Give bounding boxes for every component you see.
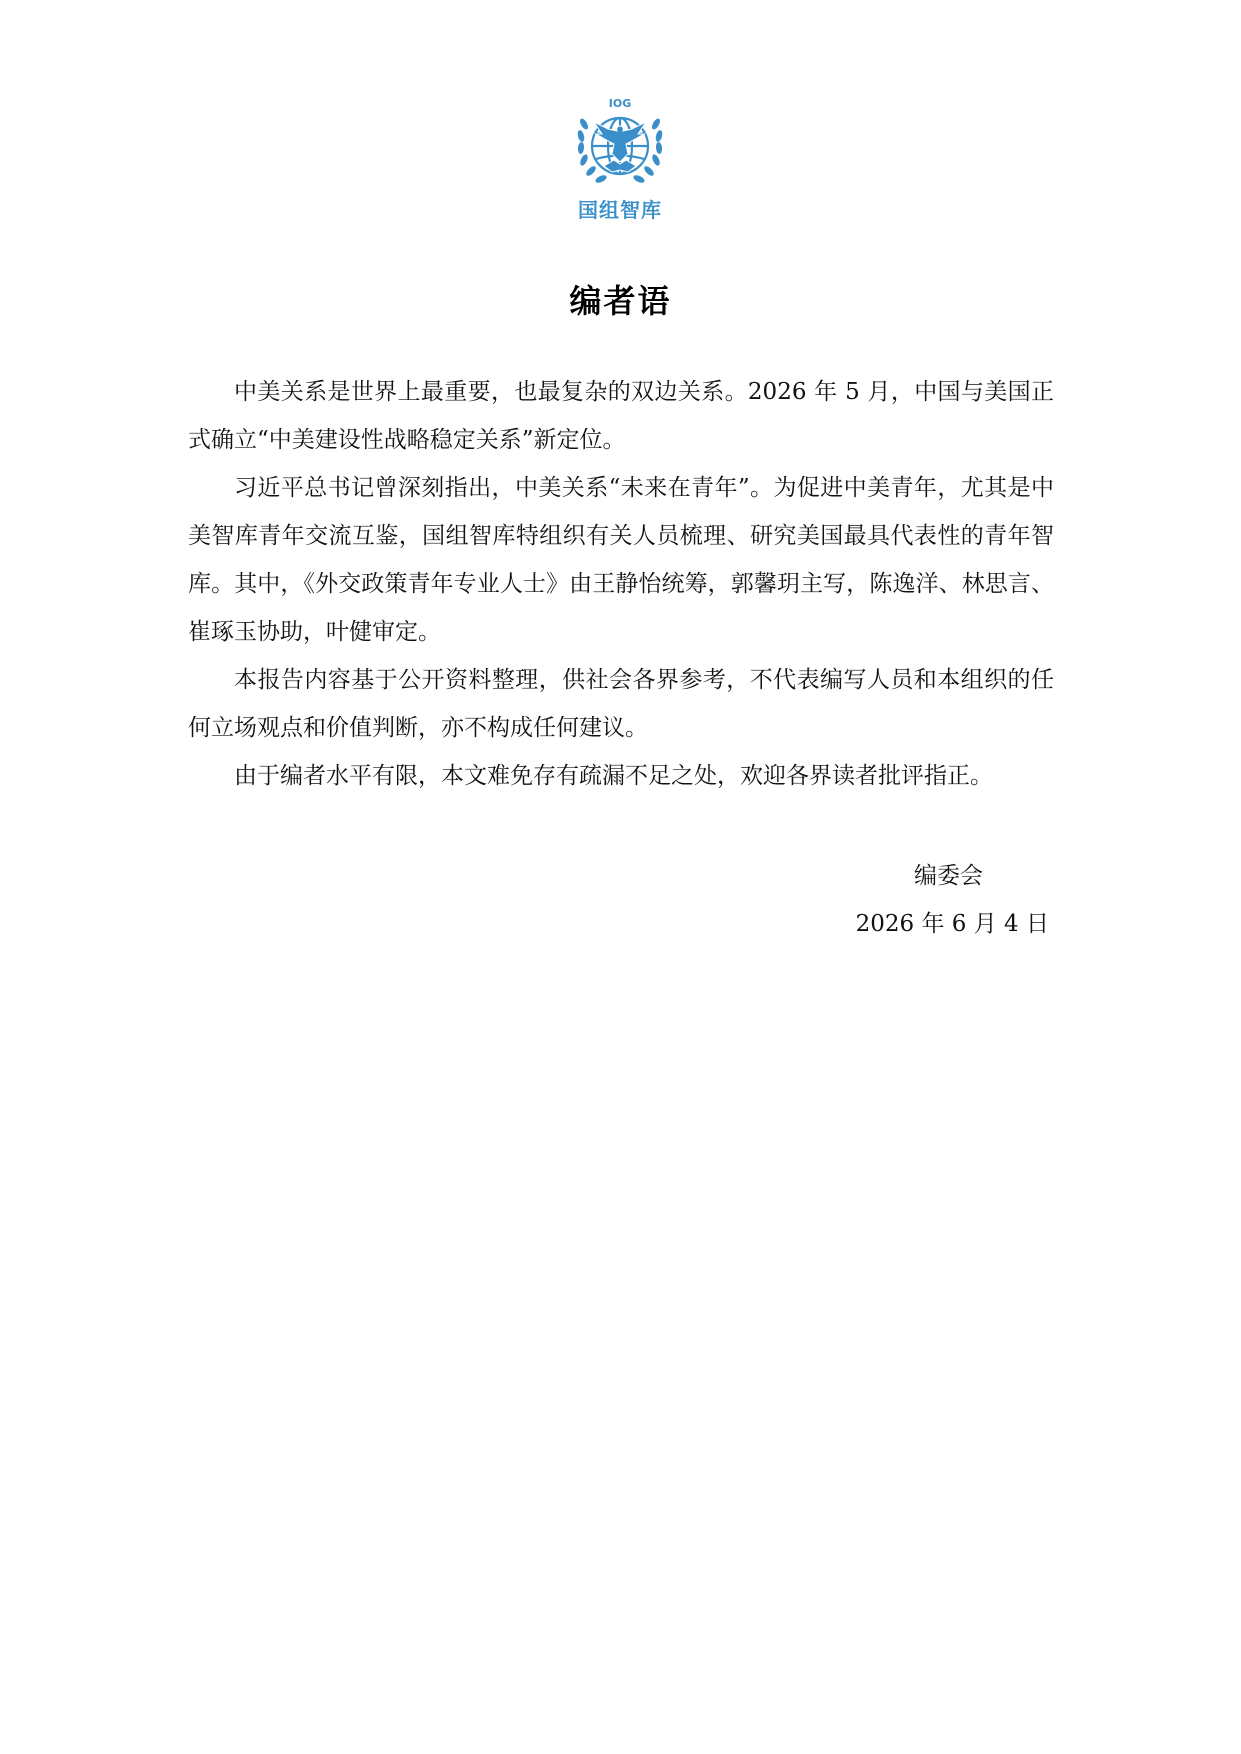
logo-name: 国组智库 xyxy=(578,198,662,222)
paragraph: 由于编者水平有限，本文难免存有疏漏不足之处，欢迎各界读者批评指正。 xyxy=(234,763,993,789)
logo xyxy=(555,96,685,223)
signature-date: 2026 年 6 月 4 日 xyxy=(855,911,1049,937)
signature-org: 编委会 xyxy=(914,863,983,889)
paragraph: 中美关系是世界上最重要，也最复杂的双边关系。2026 年 5 月，中国与美国正式确立“中美建设性战略稳定关系”新定位。 xyxy=(188,379,1054,453)
paragraph: 习近平总书记曾深刻指出，中美关系“未来在青年”。为促进中美青年，尤其是中美智库青年交流互鉴，国组智库特组织有关人员梳理、研究美国最具代表性的青年智库。其中，《外交政策青年专业人士》由王静怡统筹，郭馨玥主写，陈逸洋、林思言、崔琢玉协助，叶健审定。 xyxy=(188,475,1054,645)
iog-emblem-icon xyxy=(572,96,668,192)
body-text xyxy=(188,368,1054,800)
page-title: 编者语 xyxy=(569,282,672,320)
signature xyxy=(856,852,1049,948)
paragraph: 本报告内容基于公开资料整理，供社会各界参考，不代表编写人员和本组织的任何立场观点和价值判断，亦不构成任何建议。 xyxy=(188,667,1054,741)
logo-top-text: IOG xyxy=(608,97,632,110)
